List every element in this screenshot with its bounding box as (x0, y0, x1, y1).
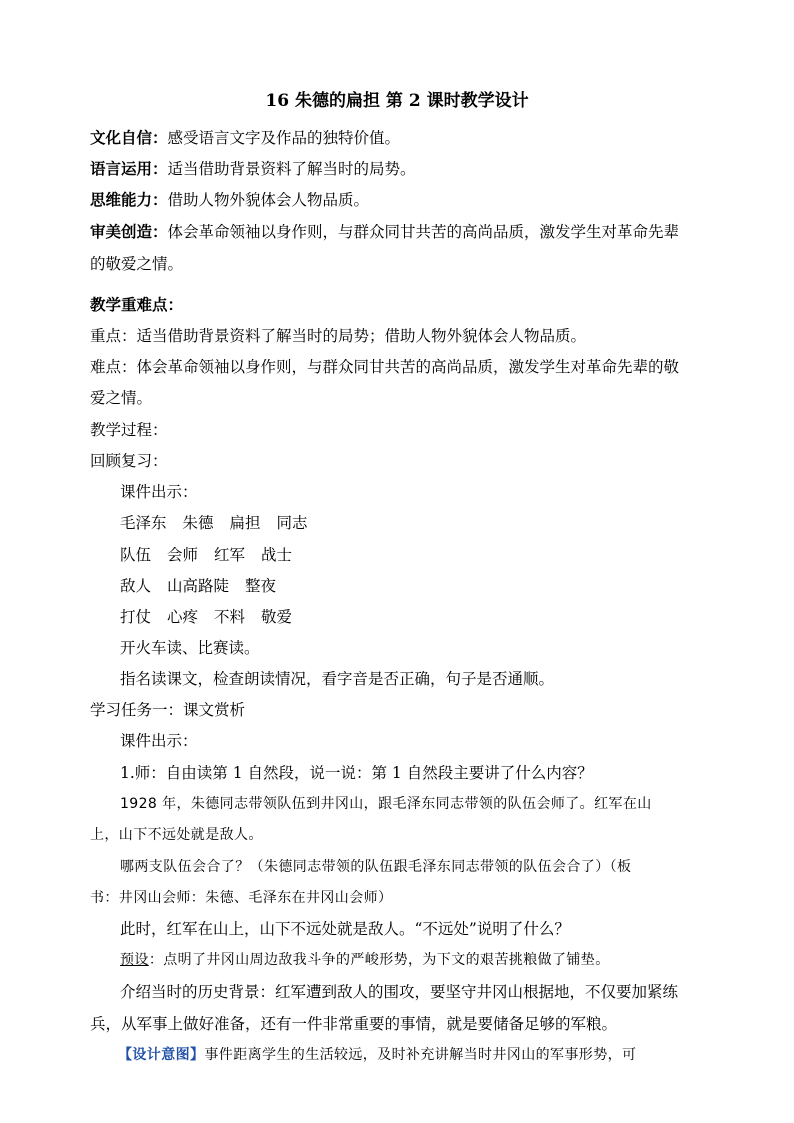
passage-line: 1928 年，朱德同志带领队伍到井冈山，跟毛泽东同志带领的队伍会师了。红军在山 (120, 796, 652, 812)
review-heading: 回顾复习： (90, 452, 168, 470)
question-2-line: 哪两支队伍会合了？（朱德同志带领的队伍跟毛泽东同志带领的队伍会合了）（板 (120, 859, 632, 875)
objective-label: 语言运用： (90, 159, 168, 178)
objective-label: 文化自信： (90, 128, 168, 147)
design-intent-label: 【设计意图】 (118, 1047, 205, 1063)
page-title: 16 朱德的扁担 第 2 课时教学设计 (265, 91, 529, 111)
vocab-word: 战士 (261, 546, 293, 564)
design-intent-text: 事件距离学生的生活较远，及时补充讲解当时井冈山的军事形势，可 (204, 1047, 637, 1063)
background-line: 介绍当时的历史背景：红军遭到敌人的围攻，要坚守井冈山根据地，不仅要加紧练 (120, 983, 679, 1001)
vocab-word: 敬爱 (261, 608, 293, 626)
process-heading: 教学过程： (90, 421, 168, 439)
task1-heading: 学习任务一：课文赏析 (90, 701, 246, 719)
question-3: 此时，红军在山上，山下不远处就是敌人。“不远处”说明了什么？ (120, 920, 570, 938)
key-point: 重点：适当借助背景资料了解当时的局势；借助人物外貌体会人物品质。 (90, 327, 587, 345)
design-intent (118, 1044, 636, 1064)
preset-text: ：点明了井冈山周边敌我斗争的严峻形势，为下文的艰苦挑粮做了铺垫。 (148, 952, 610, 968)
objective-text: 借助人物外貌体会人物品质。 (167, 191, 370, 209)
background-line: 兵，从军事上做好准备，还有一件非常重要的事情，就是要储备足够的军粮。 (90, 1015, 618, 1033)
objective-culture (90, 126, 400, 148)
vocab-word: 扁担 (229, 514, 261, 532)
objective-label: 审美创造： (90, 222, 168, 241)
vocab-word: 不料 (214, 608, 246, 626)
preset-answer (120, 949, 610, 969)
question-2-line: 书：井冈山会师：朱德、毛泽东在井冈山会师） (90, 890, 393, 906)
difficult-point-cont: 爱之情。 (90, 389, 153, 407)
task1-courseware: 课件出示： (120, 732, 198, 750)
objective-label: 思维能力： (90, 190, 168, 209)
vocab-word: 队伍 (120, 546, 152, 564)
preset-label: 预设 (120, 952, 149, 968)
passage-line: 上，山下不远处就是敌人。 (90, 827, 263, 843)
vocab-word: 同志 (276, 514, 308, 532)
word-row (120, 511, 324, 533)
vocab-word: 朱德 (182, 514, 214, 532)
difficult-point: 难点：体会革命领袖以身作则，与群众同甘共苦的高尚品质，激发学生对革命先辈的敬 (90, 358, 680, 376)
objective-language (90, 157, 416, 179)
objective-aesthetic-cont: 的敬爱之情。 (90, 255, 184, 273)
objective-text: 体会革命领袖以身作则，与群众同甘共苦的高尚品质，激发学生对革命先辈 (167, 223, 680, 241)
review-activity: 开火车读、比赛读。 (120, 639, 260, 657)
review-courseware: 课件出示： (120, 483, 198, 501)
word-row (120, 574, 292, 596)
vocab-word: 会师 (167, 546, 199, 564)
vocab-word: 整夜 (245, 577, 277, 595)
vocab-word: 打仗 (120, 608, 152, 626)
review-check: 指名读课文，检查朗读情况，看字音是否正确，句子是否通顺。 (120, 670, 555, 688)
task1-question-1: 1.师：自由读第 1 自然段，说一说：第 1 自然段主要讲了什么内容？ (120, 764, 593, 782)
objective-aesthetic (90, 220, 679, 242)
key-points-heading: 教学重难点： (90, 295, 184, 314)
objective-thinking (90, 188, 369, 210)
objective-text: 感受语言文字及作品的独特价值。 (167, 129, 401, 147)
vocab-word: 山高路陡 (167, 577, 230, 595)
vocab-word: 敌人 (120, 577, 152, 595)
objective-text: 适当借助背景资料了解当时的局势。 (167, 160, 416, 178)
vocab-word: 心疼 (167, 608, 199, 626)
vocab-word: 毛泽东 (120, 514, 167, 532)
word-row (120, 543, 308, 565)
vocab-word: 红军 (214, 546, 246, 564)
word-row (120, 605, 308, 627)
